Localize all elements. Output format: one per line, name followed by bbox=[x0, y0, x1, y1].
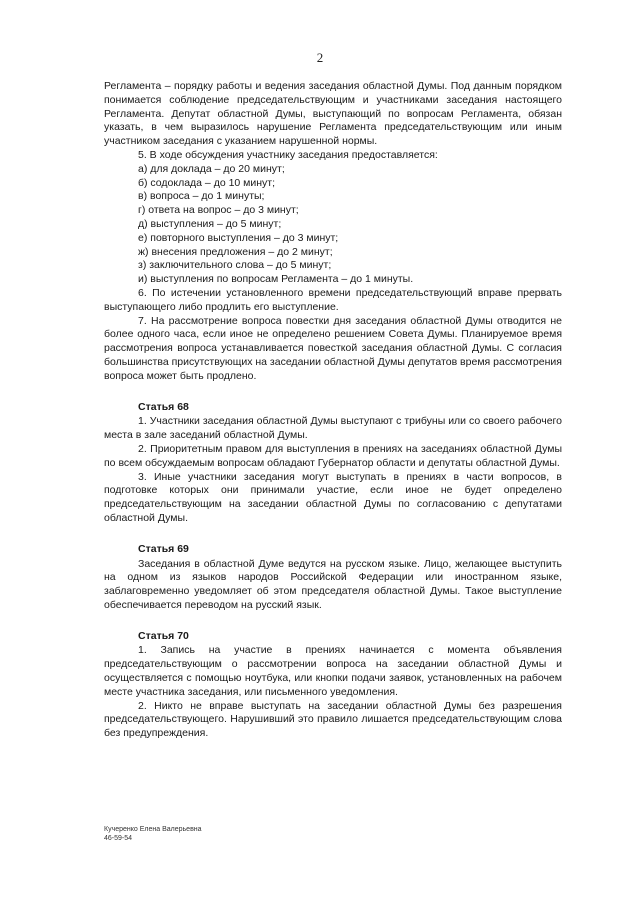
time-limit-item: ж) внесения предложения – до 2 минут; bbox=[138, 245, 333, 258]
page-number: 2 bbox=[316, 50, 324, 65]
time-limit-item: е) повторного выступления – до 3 минут; bbox=[138, 231, 339, 244]
time-limit-item: г) ответа на вопрос – до 3 минут; bbox=[138, 204, 299, 217]
time-limit-item: а) для доклада – до 20 минут; bbox=[138, 162, 285, 175]
footer-phone: 46-59-54 bbox=[104, 835, 133, 842]
document-footer bbox=[104, 825, 202, 843]
article-68-paragraph-2: 2. Приоритетным правом для выступления в прениях на заседаниях областной Думы по всем обсуждаемым вопросам обладают Губернатор области и депутаты областной Думы. bbox=[104, 442, 562, 469]
article-70-paragraph-2: 2. Никто не вправе выступать на заседании областной Думы без разрешения председательствующего. Нарушивший это правило лишается председательствующим слова без предупреждения. bbox=[104, 699, 562, 740]
article-70-paragraph-1: 1. Запись на участие в прениях начинается с момента объявления председательствующим о рассмотрении вопроса на заседании областной Думы и осуществляется с помощью ноутбука, или кнопки подачи заявок, установленных на рабочем месте участника заседания, или письменного уведомления. bbox=[104, 644, 562, 698]
document-body bbox=[104, 80, 562, 741]
paragraph-regulation: Регламента – порядку работы и ведения заседания областной Думы. Под данным порядком понимается соблюдение председательствующим и участниками заседания настоящего Регламента. Депутат областной Думы, выступающий по вопросам Регламента, обязан указать, в чем выразилось нарушение Регламента председательствующим или иным участником заседания с указанием нарушенной нормы. bbox=[104, 80, 562, 148]
paragraph-5-intro: 5. В ходе обсуждения участнику заседания предоставляется: bbox=[138, 148, 438, 161]
article-68-paragraph-1: 1. Участники заседания областной Думы выступают с трибуны или со своего рабочего места в зале заседаний областной Думы. bbox=[104, 415, 562, 442]
article-68-paragraph-3: 3. Иные участники заседания могут выступать в прениях в части вопросов, в подготовке которых они принимали участие, если иное не будет определено председательствующим на заседании областной Думы по согласованию с депутатами областной Думы. bbox=[104, 470, 562, 524]
article-69-title: Статья 69 bbox=[138, 542, 189, 555]
footer-author: Кучеренко Елена Валерьевна bbox=[104, 826, 202, 833]
time-limit-item: в) вопроса – до 1 минуты; bbox=[138, 190, 265, 203]
article-70-title: Статья 70 bbox=[138, 629, 189, 642]
article-69-paragraph-1: Заседания в областной Думе ведутся на русском языке. Лицо, желающее выступить на одном из языков народов Российской Федерации или иностранном языке, заблаговременно уведомляет об этом председателя областной Думы. Такое выступление обеспечивается переводом на русский язык. bbox=[104, 557, 562, 611]
time-limit-item: д) выступления – до 5 минут; bbox=[138, 217, 282, 230]
paragraph-7: 7. На рассмотрение вопроса повестки дня заседания областной Думы отводится не более одного часа, если иное не определено решением Совета Думы. Планируемое время рассмотрения вопроса устанавливается повесткой заседания областной Думы. С согласия большинства присутствующих на заседании областной Думы депутатов время рассмотрения вопроса может быть продлено. bbox=[104, 314, 562, 382]
time-limit-item: з) заключительного слова – до 5 минут; bbox=[138, 259, 332, 272]
time-limit-item: б) содоклада – до 10 минут; bbox=[138, 176, 276, 189]
article-68-title: Статья 68 bbox=[138, 400, 189, 413]
paragraph-6: 6. По истечении установленного времени председательствующий вправе прервать выступающего либо продлить его выступление. bbox=[104, 286, 562, 313]
time-limit-item: и) выступления по вопросам Регламента – до 1 минуты. bbox=[138, 273, 414, 286]
